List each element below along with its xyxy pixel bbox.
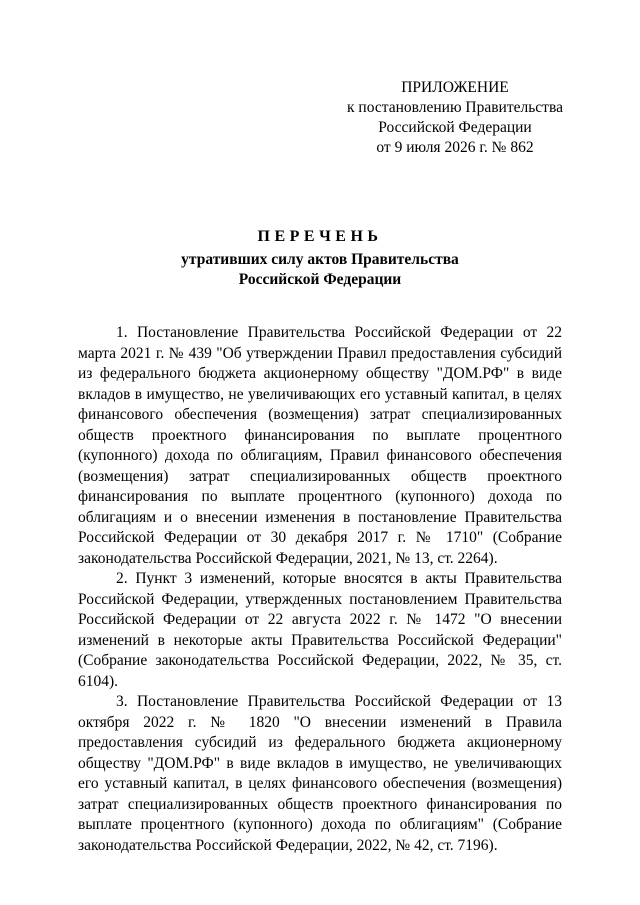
document-subtitle (0, 250, 640, 290)
document-body (78, 323, 562, 856)
list-item-1: 1. Постановление Правительства Российской Федерации от 22 марта 2021 г. № 439 "Об утверждении Правил предоставления субсидий из федерального бюджета акционерному обществу "ДОМ.РФ" в виде вкладов в имущество, не увеличивающих его уставный капитал, в целях финансового обеспечения (возмещения) затрат специализированных обществ проектного финансирования по выплате процентного (купонного) дохода по облигациям, Правил финансового обеспечения (возмещения) затрат специализированных обществ проектного финансирования по выплате процентного (купонного) дохода по облигациям и о внесении изменения в постановление Правительства Российской Федерации от 30 декабря 2017 г. № 1710" (Собрание законодательства Российской Федерации, 2021, № 13, ст. 2264). (78, 324, 562, 567)
appendix-block (340, 78, 570, 158)
list-item-2: 2. Пункт 3 изменений, которые вносятся в акты Правительства Российской Федерации, утвержденных постановлением Правительства Российской Федерации от 22 августа 2022 г. № 1472 "О внесении изменений в некоторые акты Правительства Российской Федерации" (Собрание законодательства Российской Федерации, 2022, № 35, ст. 6104). (78, 570, 562, 690)
appendix-line-resolution: к постановлению Правительства (347, 99, 563, 116)
document-subtitle-line-2: Российской Федерации (238, 271, 402, 288)
appendix-title: ПРИЛОЖЕНИЕ (401, 79, 509, 96)
list-item-3: 3. Постановление Правительства Российской Федерации от 13 октября 2022 г. № 1820 "О внесении изменений в Правила предоставления субсидий из федерального бюджета акционерному обществу "ДОМ.РФ" в виде вкладов в имущество, не увеличивающих его уставный капитал, в целях финансового обеспечения (возмещения) затрат специализированных обществ проектного финансирования по выплате процентного (купонного) дохода по облигациям" (Собрание законодательства Российской Федерации, 2022, № 42, ст. 7196). (78, 693, 562, 854)
appendix-line-government: Российской Федерации (378, 119, 532, 136)
document-subtitle-line-1: утративших силу актов Правительства (181, 251, 459, 268)
appendix-line-date: от 9 июля 2026 г. № 862 (376, 139, 534, 156)
document-title: ПЕРЕЧЕНЬ (257, 228, 383, 245)
